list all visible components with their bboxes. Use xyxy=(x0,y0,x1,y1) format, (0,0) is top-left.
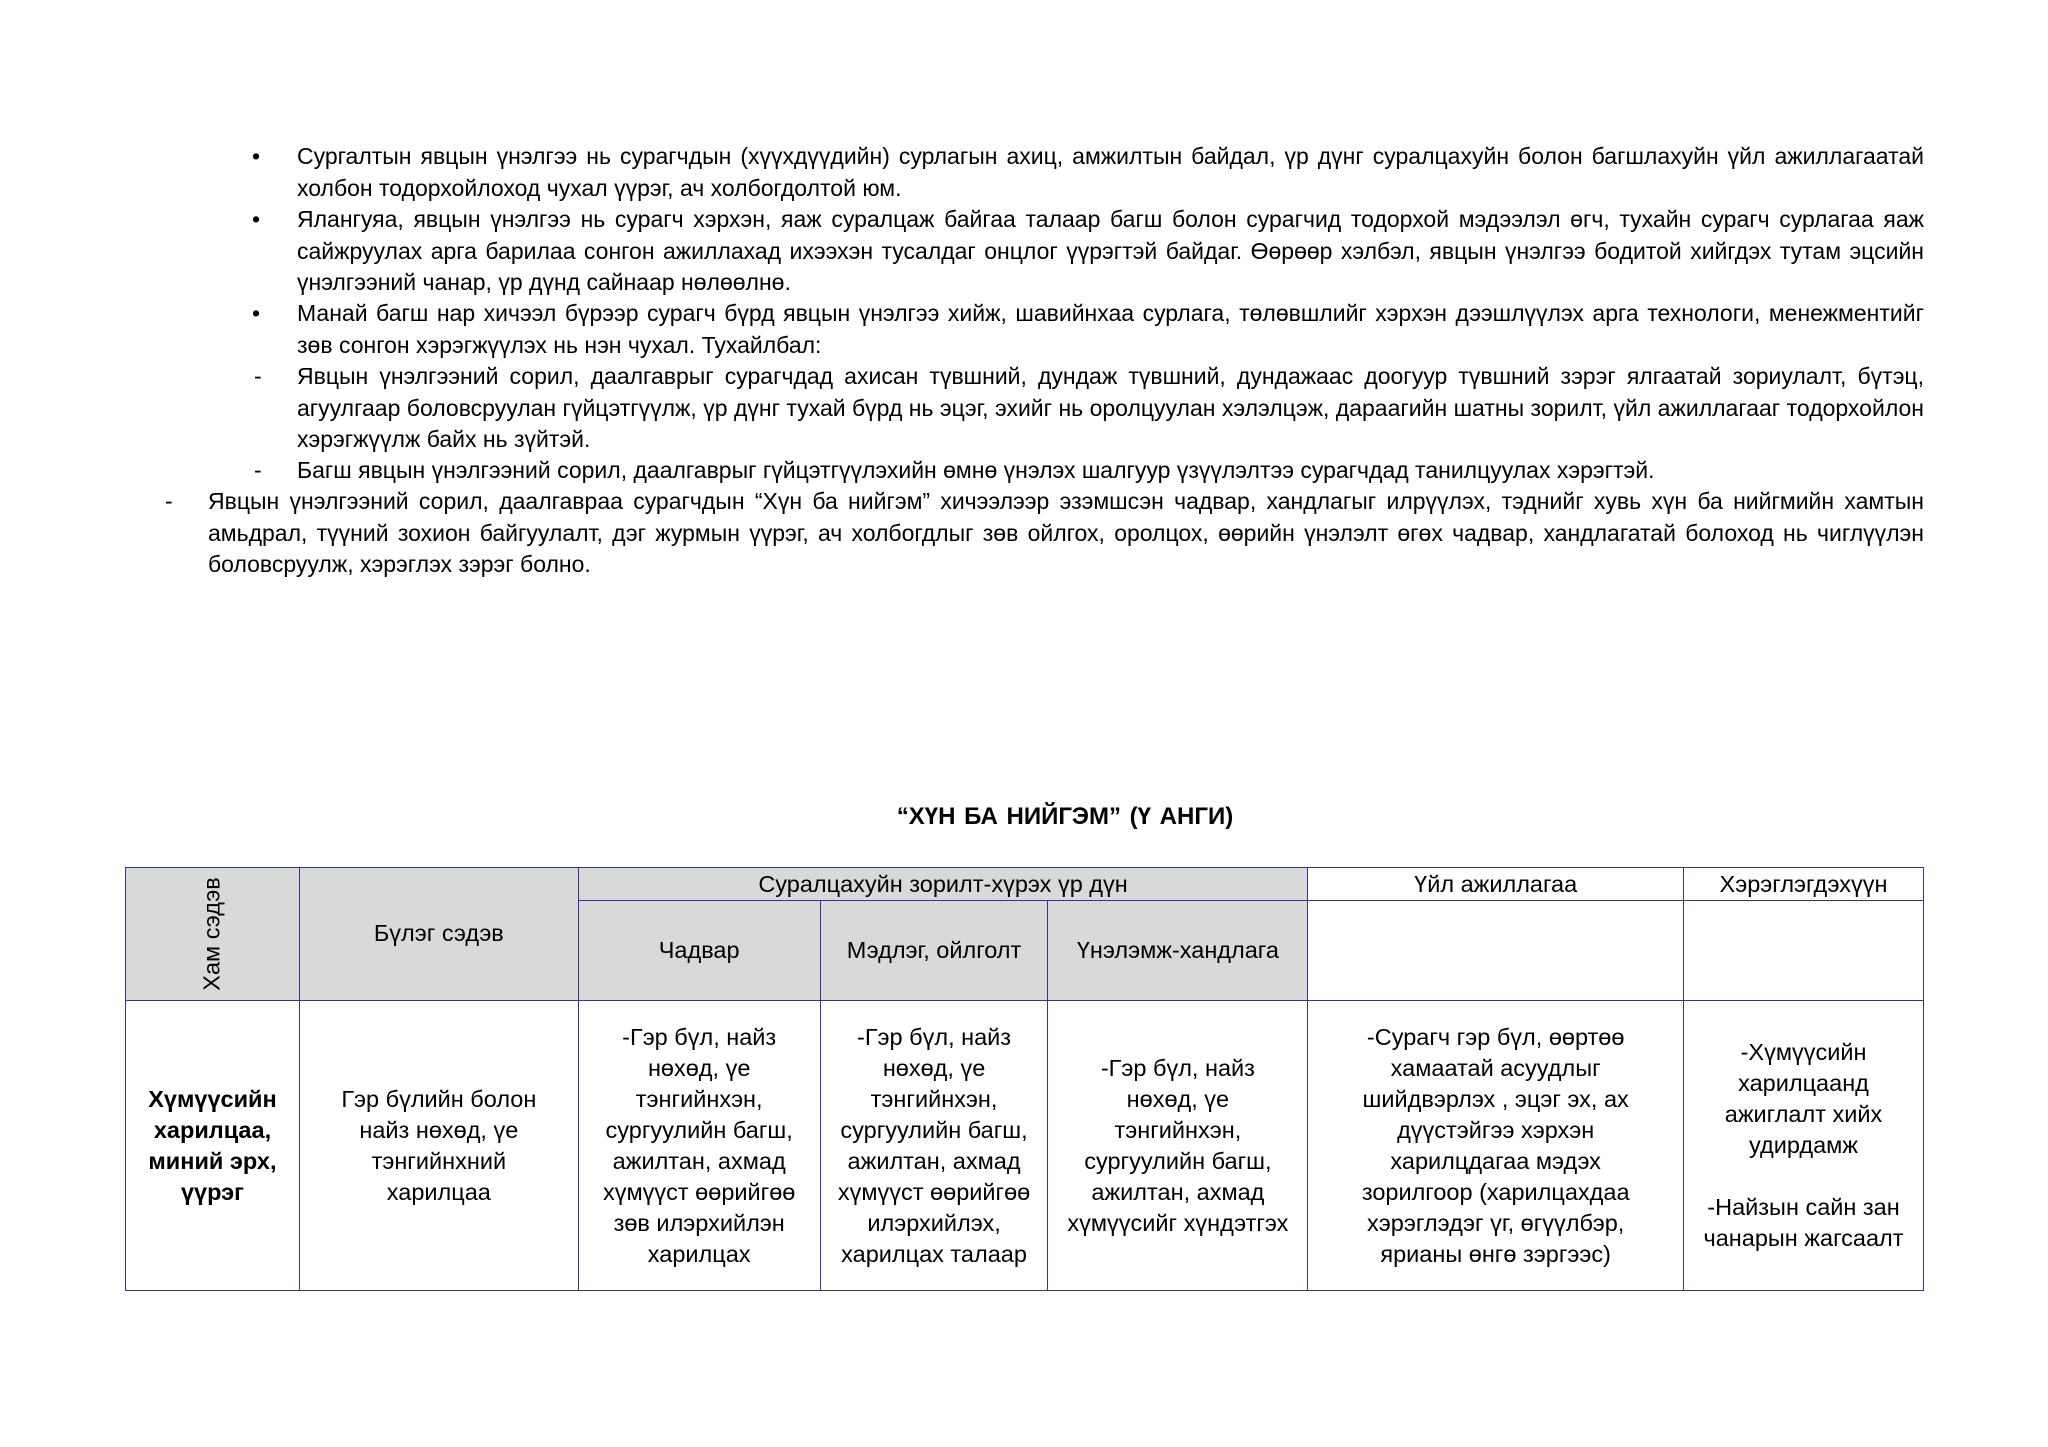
cell-ham-sedev xyxy=(126,1001,300,1291)
header-unelemj: Үнэлэмж-хандлага xyxy=(1048,901,1308,1001)
curriculum-table xyxy=(125,867,1924,1291)
cell-uil-ajillagaa xyxy=(1308,1001,1684,1291)
bullet-marker: • xyxy=(252,300,261,326)
header-uil-ajillagaa: Үйл ажиллагаа xyxy=(1308,868,1684,901)
cell-spacer xyxy=(1684,1161,1923,1192)
cell-line: ажилтан, ахмад xyxy=(847,1147,1021,1174)
cell-line: хамаатай асуудлыг xyxy=(1390,1054,1601,1081)
bullet-paragraph: Ялангуяа, явцын үнэлгээ нь сурагч хэрхэн, яаж суралцаж байгаа талаар багш болон сурагчид тодорхой мэдээлэл өгч, тухайн сурагч сурлагаа яаж сайжруулах арга барилаа сонгон ажиллахад ихээхэн тусалдаг онцлог үүрэгтэй байдаг. Өөрөөр хэлбэл, явцын үнэлгээ бодитой хийгдэх тутам эцсийн үнэлгээний чанар, үр дүнд сайнаар нөлөөлнө. xyxy=(297,206,1924,295)
dash-paragraph: Багш явцын үнэлгээний сорил, даалгаврыг гүйцэтгүүлэхийн өмнө үнэлэх шалгуур үзүүлэлтээ сурагчдад танилцуулах хэрэгтэй. xyxy=(297,457,1655,483)
cell-line: -Сурагч гэр бүл, өөртөө xyxy=(1366,1023,1625,1050)
cell-line: харилцах xyxy=(647,1240,751,1267)
cell-line: ажилтан, ахмад xyxy=(1091,1178,1265,1205)
cell-line: сургуулийн багш, xyxy=(1084,1147,1272,1174)
cell-line: -Найзын сайн зан xyxy=(1707,1194,1900,1220)
cell-line: чанарын жагсаалт xyxy=(1703,1225,1904,1251)
cell-line: зорилгоор (харилцахдаа xyxy=(1361,1178,1630,1205)
cell-line: ажилтан, ахмад xyxy=(612,1147,786,1174)
bullet-marker: • xyxy=(252,143,261,169)
cell-line: Хүмүүсийн xyxy=(148,1085,277,1112)
cell-line: хэрэглэдэг үг, өгүүлбэр, xyxy=(1367,1209,1625,1236)
cell-line: Гэр бүлийн болон xyxy=(341,1085,537,1112)
cell-line: нөхөд, үе xyxy=(647,1054,751,1081)
bullet-marker: • xyxy=(252,206,261,232)
cell-line: -Гэр бүл, найз xyxy=(857,1023,1012,1050)
cell-line: удирдамж xyxy=(1749,1132,1859,1158)
cell-line: зөв илэрхийлэн xyxy=(613,1209,785,1236)
cell-line: харилцаа xyxy=(386,1178,491,1205)
header-buleg-sedev: Бүлэг сэдэв xyxy=(299,868,578,1001)
cell-line: -Хүмүүсийн xyxy=(1740,1039,1867,1065)
bullet-paragraph: Сургалтын явцын үнэлгээ нь сурагчдын (хүүхдүүдийн) сурлагын ахиц, амжилтын байдал, үр дүнг суралцахуйн болон багшлахуйн үйл ажиллагаатай холбон тодорхойлоход чухал үүрэг, ач холбогдолтой юм. xyxy=(297,143,1924,201)
cell-line: харилцаа, xyxy=(153,1116,272,1143)
cell-line: хүмүүсийг хүндэтгэх xyxy=(1067,1209,1289,1236)
cell-line: сургуулийн багш, xyxy=(605,1116,793,1143)
header-uil-ajillagaa-empty xyxy=(1308,901,1684,1001)
dash-marker: - xyxy=(254,457,262,483)
cell-line: нөхөд, үе xyxy=(882,1054,986,1081)
cell-line: дүүстэйгээ хэрхэн xyxy=(1397,1116,1595,1143)
cell-line: найз нөхөд, үе xyxy=(359,1116,519,1143)
cell-line: харилцдагаа мэдэх xyxy=(1390,1147,1601,1174)
header-heregelgdehuun-empty xyxy=(1684,901,1924,1001)
table-title: “ХҮН БА НИЙГЭМ” (Ү АНГИ) xyxy=(896,803,1234,830)
cell-line: тэнгийнхэн, xyxy=(870,1085,998,1112)
cell-line: нөхөд, үе xyxy=(1126,1085,1230,1112)
header-chadvar: Чадвар xyxy=(578,901,820,1001)
header-ham-sedev xyxy=(126,868,300,1001)
cell-heregelgdehuun xyxy=(1684,1001,1924,1291)
cell-line: сургуулийн багш, xyxy=(840,1116,1028,1143)
cell-line: харилцаанд xyxy=(1738,1070,1869,1096)
cell-line: үүрэг xyxy=(180,1178,244,1205)
cell-line: хүмүүст өөрийгөө xyxy=(602,1178,796,1205)
cell-medleg xyxy=(820,1001,1048,1291)
cell-line: миний эрх, xyxy=(148,1147,277,1174)
dash-paragraph: Явцын үнэлгээний сорил, даалгаврыг сурагчдад ахисан түвшний, дундаж түвшний, дундажаас доогуур түвшний зэрэг ялгаатай зориулалт, бүтэц, агуулгаар боловсруулан гүйцэтгүүлж, үр дүнг тухай бүрд нь эцэг, эхийг нь оролцуулан хэлэлцэж, дараагийн шатны зорилт, үйл ажиллагааг тодорхойлон хэрэгжүүлж байх нь зүйтэй. xyxy=(297,363,1924,452)
cell-buleg-sedev xyxy=(299,1001,578,1291)
bullet-paragraph: Манай багш нар хичээл бүрээр сурагч бүрд явцын үнэлгээ хийж, шавийнхаа сурлага, төлөвшлийг хэрхэн дээшлүүлэх арга технологи, менежментийг зөв сонгон хэрэгжүүлэх нь нэн чухал. Тухайлбал: xyxy=(297,300,1924,358)
cell-line: тэнгийнхэн, xyxy=(635,1085,763,1112)
cell-line: тэнгийнхний xyxy=(371,1147,507,1174)
cell-line: тэнгийнхэн, xyxy=(1114,1116,1242,1143)
header-learning-outcomes: Суралцахуйн зорилт-хүрэх үр дүн xyxy=(578,868,1308,901)
cell-line: -Гэр бүл, найз xyxy=(622,1023,777,1050)
dash-marker: - xyxy=(254,363,262,389)
cell-line: хүмүүст өөрийгөө xyxy=(837,1178,1031,1205)
cell-chadvar xyxy=(578,1001,820,1291)
cell-unelemj xyxy=(1048,1001,1308,1291)
cell-line: илэрхийлэх, xyxy=(867,1209,1001,1236)
cell-line: харилцах талаар xyxy=(841,1240,1027,1267)
cell-line: шийдвэрлэх , эцэг эх, ах xyxy=(1362,1085,1629,1112)
header-medleg: Мэдлэг, ойлголт xyxy=(820,901,1048,1001)
cell-line: -Гэр бүл, найз xyxy=(1100,1054,1255,1081)
dash-paragraph: Явцын үнэлгээний сорил, даалгавраа сурагчдын “Хүн ба нийгэм” хичээлээр эзэмшсэн чадвар, хандлагыг илрүүлэх, тэднийг хувь хүн ба нийгмийн хамтын амьдрал, түүний зохион байгуулалт, дэг журмын үүрэг, ач холбогдлыг зөв ойлгох, оролцох, өөрийн үнэлэлт өгөх чадвар, хандлагатай болоход нь чиглүүлэн боловсруулж, хэрэглэх зэрэг болно. xyxy=(208,488,1924,577)
dash-marker: - xyxy=(165,488,173,514)
header-heregelgdehuun: Хэрэглэгдэхүүн xyxy=(1684,868,1924,901)
cell-line: ажиглалт хийх xyxy=(1724,1101,1883,1127)
cell-line: ярианы өнгө зэргээс) xyxy=(1380,1240,1611,1267)
header-ham-sedev-label: Хам сэдэв xyxy=(198,877,225,991)
